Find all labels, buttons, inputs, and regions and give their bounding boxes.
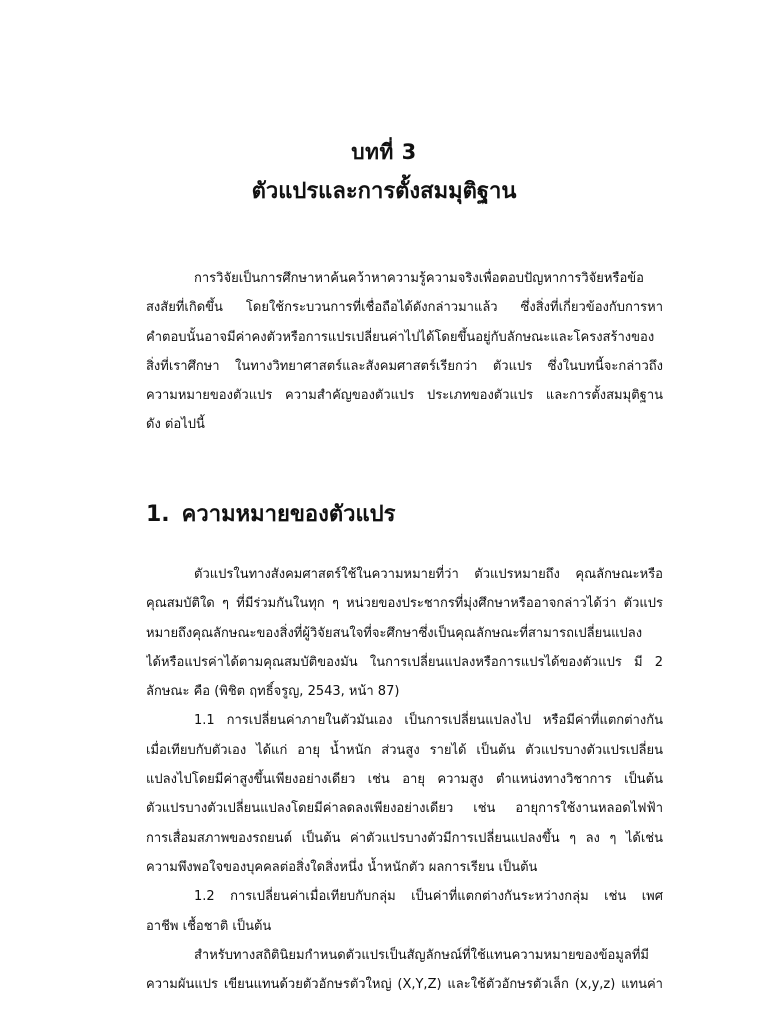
chapter-number: บทที่ 3	[351, 140, 417, 164]
intro-line: สงสัยที่เกิดขึ้น โดยใช้กระบวนการที่เชื่อถือได้ดังกล่าวมาแล้ว ซึ่งสิ่งที่เกี่ยวข้องกับการหา	[146, 300, 663, 316]
body-line: คุณสมบัติใด ๆ ที่มีร่วมกันในทุก ๆ หน่วยของประชากรที่มุ่งศึกษาหรืออาจกล่าวได้ว่า ตัวแปร	[146, 596, 663, 612]
body-line: ความพึงพอใจของบุคคลต่อสิ่งใดสิ่งหนึ่ง น้ำหนักตัว ผลการเรียน เป็นต้น	[146, 859, 538, 875]
body-line: ความผันแปร เขียนแทนด้วยตัวอักษรตัวใหญ่ (X,Y,Z) และใช้ตัวอักษรตัวเล็ก (x,y,z) แทนค่า	[146, 977, 663, 993]
section-body	[146, 560, 663, 999]
body-line: 1.2 การเปลี่ยนค่าเมื่อเทียบกับกลุ่ม เป็นค่าที่แตกต่างกันระหว่างกลุ่ม เช่น เพศ	[194, 889, 663, 905]
body-line: ตัวแปรบางตัวเปลี่ยนแปลงโดยมีค่าลดลงเพียงอย่างเดียว เช่น อายุการใช้งานหลอดไฟฟ้า	[146, 801, 663, 817]
body-line: แปลงไปโดยมีค่าสูงขึ้นเพียงอย่างเดียว เช่น อายุ ความสูง ตำแหน่งทางวิชาการ เป็นต้น	[146, 772, 663, 788]
intro-line: การวิจัยเป็นการศึกษาหาค้นคว้าหาความรู้ความจริงเพื่อตอบปัญหาการวิจัยหรือข้อ	[194, 271, 644, 286]
section-number: 1.	[146, 502, 170, 527]
body-line: สำหรับทางสถิตินิยมกำหนดตัวแปรเป็นสัญลักษณ์ที่ใช้แทนความหมายของข้อมูลที่มี	[194, 947, 649, 963]
body-line: ลักษณะ คือ (พิชิต ฤทธิ์จรูญ, 2543, หน้า 87)	[146, 684, 400, 700]
body-line: ได้หรือแปรค่าได้ตามคุณสมบัติของมัน ในการเปลี่ยนแปลงหรือการแปรได้ของตัวแปร มี 2	[146, 654, 663, 670]
section-heading	[146, 496, 395, 531]
body-line: อาชีพ เชื้อชาติ เป็นต้น	[146, 918, 272, 934]
intro-line: ความหมายของตัวแปร ความสำคัญของตัวแปร ประเภทของตัวแปร และการตั้งสมมุติฐาน	[146, 388, 663, 404]
body-line: 1.1 การเปลี่ยนค่าภายในตัวมันเอง เป็นการเปลี่ยนแปลงไป หรือมีค่าที่แตกต่างกัน	[194, 713, 663, 729]
section-title: ความหมายของตัวแปร	[181, 502, 396, 527]
body-line: หมายถึงคุณลักษณะของสิ่งที่ผู้วิจัยสนใจที่จะศึกษาซึ่งเป็นคุณลักษณะที่สามารถเปลี่ยนแปลง	[146, 625, 643, 641]
intro-paragraph	[146, 264, 663, 440]
body-line: การเสื่อมสภาพของรถยนต์ เป็นต้น ค่าตัวแปรบางตัวมีการเปลี่ยนแปลงขึ้น ๆ ลง ๆ ได้เช่น	[146, 830, 663, 846]
body-line: ตัวแปรในทางสังคมศาสตร์ใช้ในความหมายที่ว่า ตัวแปรหมายถึง คุณลักษณะหรือ	[194, 567, 663, 582]
body-line: เมื่อเทียบกับตัวเอง ได้แก่ อายุ น้ำหนัก ส่วนสูง รายได้ เป็นต้น ตัวแปรบางตัวแปรเปลี่ยน	[146, 742, 663, 758]
intro-line: สิ่งที่เราศึกษา ในทางวิทยาศาสตร์และสังคมศาสตร์เรียกว่า ตัวแปร ซึ่งในบทนี้จะกล่าวถึง	[146, 358, 663, 374]
chapter-title: ตัวแปรและการตั้งสมมุติฐาน	[251, 179, 517, 204]
intro-line: ดัง ต่อไปนี้	[146, 417, 205, 433]
intro-line: คำตอบนั้นอาจมีค่าคงตัวหรือการแปรเปลี่ยนค่าไปได้โดยขึ้นอยู่กับลักษณะและโครงสร้างของ	[146, 329, 655, 345]
